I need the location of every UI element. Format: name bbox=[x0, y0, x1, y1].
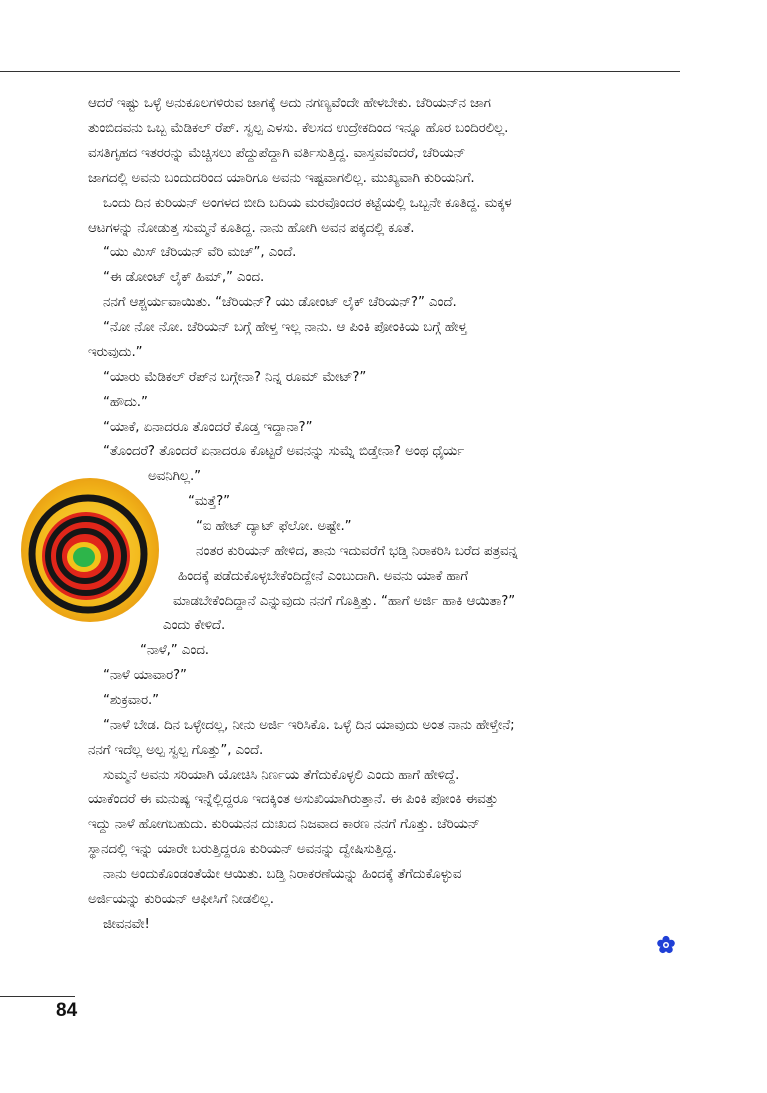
text-line: “ಶುಕ್ರವಾರ.” bbox=[103, 693, 160, 708]
text-line: ಇರುವುದು.” bbox=[88, 345, 143, 360]
text-line: ಒಂದು ದಿನ ಕುರಿಯನ್ ಅಂಗಳದ ಬೀದಿ ಬದಿಯ ಮರವೊಂದರ ಕಟ್ಟೆಯಲ್ಲಿ ಒಬ್ಬನೇ ಕೂತಿದ್ದ. ಮಕ್ಕಳ bbox=[103, 196, 512, 211]
text-line: “ತೊಂದರೆ? ತೊಂದರೆ ಏನಾದರೂ ಕೊಟ್ಟರೆ ಅವನನ್ನು ಸುಮ್ನೆ ಬಿಡ್ತೇನಾ? ಅಂಥ ಧೈರ್ಯ bbox=[103, 444, 465, 459]
text-line: ಸ್ಥಾನದಲ್ಲಿ ಇನ್ನು ಯಾರೇ ಬರುತ್ತಿದ್ದರೂ ಕುರಿಯನ್ ಅವನನ್ನು ದ್ವೇಷಿಸುತ್ತಿದ್ದ. bbox=[88, 842, 397, 857]
text-line: ಇದ್ದು ನಾಳೆ ಹೋಗಬಹುದು. ಕುರಿಯನನ ದುಃಖದ ನಿಜವಾದ ಕಾರಣ ನನಗೆ ಗೊತ್ತು. ಚೆರಿಯನ್ bbox=[88, 817, 480, 832]
text-line: ಎಂದು ಕೇಳಿದೆ. bbox=[163, 618, 226, 633]
text-line: “ಹೌದು.” bbox=[103, 395, 148, 410]
bottom-rule bbox=[0, 996, 75, 997]
text-line: ಆದರೆ ಇಷ್ಟು ಒಳ್ಳೆ ಅನುಕೂಲಗಳಿರುವ ಜಾಗಕ್ಕೆ ಅದು ನಗಣ್ಯವೆಂದೇ ಹೇಳಬೇಕು. ಚೆರಿಯನ್‌ನ ಜಾಗ bbox=[88, 96, 491, 111]
text-line: “ಯಾಕೆ, ಏನಾದರೂ ತೊಂದರೆ ಕೊಡ್ತ ಇದ್ದಾನಾ?” bbox=[103, 420, 313, 435]
text-line: ಅರ್ಜಿಯನ್ನು ಕುರಿಯನ್ ಆಫೀಸಿಗೆ ನೀಡಲಿಲ್ಲ. bbox=[88, 892, 274, 907]
page-number: 84 bbox=[56, 1000, 78, 1021]
text-line: ವಸತಿಗೃಹದ ಇತರರನ್ನು ಮೆಚ್ಚಿಸಲು ಪೆದ್ದುಪೆದ್ದಾಗಿ ವರ್ತಿಸುತ್ತಿದ್ದ. ವಾಸ್ತವವೆಂದರೆ, ಚೆರಿಯನ್ bbox=[88, 146, 466, 161]
top-rule bbox=[0, 71, 680, 72]
text-line: “ನಾಳೆ ಬೇಡ. ದಿನ ಒಳ್ಳೇದಲ್ಲ, ನೀನು ಅರ್ಜಿ ಇರಿಸಿಕೊ. ಒಳ್ಳೆ ದಿನ ಯಾವುದು ಅಂತ ನಾನು ಹೇಳ್ತೇನೆ; bbox=[103, 718, 515, 733]
concentric-circles-illustration bbox=[18, 476, 160, 626]
text-line: ನಂತರ ಕುರಿಯನ್ ಹೇಳಿದ, ತಾನು ಇದುವರೆಗೆ ಭಡ್ತಿ ನಿರಾಕರಿಸಿ ಬರೆದ ಪತ್ರವನ್ನ bbox=[196, 544, 518, 559]
text-line: ಯಾಕೆಂದರೆ ಈ ಮನುಷ್ಯ ಇನ್ನೆಲ್ಲಿದ್ದರೂ ಇದಕ್ಕಿಂತ ಅಸುಖಿಯಾಗಿರುತ್ತಾನೆ. ಈ ಪಿಂಕಿ ಪೋಂಕಿ ಈವತ್ತು bbox=[88, 792, 499, 807]
text-line: “ಯು ಮಿಸ್ ಚೆರಿಯನ್ ವೆರಿ ಮಚ್”, ಎಂದೆ. bbox=[103, 245, 297, 260]
text-line: ಸುಮ್ಮನೆ ಅವನು ಸರಿಯಾಗಿ ಯೋಚಿಸಿ ನಿರ್ಣಯ ತೆಗೆದುಕೊಳ್ಳಲಿ ಎಂದು ಹಾಗೆ ಹೇಳಿದ್ದೆ. bbox=[103, 768, 460, 783]
blue-flower-icon bbox=[656, 935, 676, 955]
text-line: ನನಗೆ ಆಶ್ಚರ್ಯವಾಯಿತು. “ಚೆರಿಯನ್? ಯು ಡೋಂಟ್ ಲೈಕ್ ಚೆರಿಯನ್?” ಎಂದೆ. bbox=[103, 295, 457, 310]
text-line: ಮಾಡಬೇಕೆಂದಿದ್ದಾನೆ ಎನ್ನುವುದು ನನಗೆ ಗೊತ್ತಿತ್ತು. “ಹಾಗೆ ಅರ್ಜಿ ಹಾಕಿ ಆಯಿತಾ?” bbox=[173, 594, 516, 609]
text-line: “ಐ ಹೇಟ್ ದ್ಯಾಟ್ ಫೆಲೋ. ಅಷ್ಟೇ.” bbox=[196, 519, 352, 534]
text-line: ಅವನಿಗಿಲ್ಲ.” bbox=[148, 469, 201, 484]
text-line: ಜೀವನವೇ! bbox=[103, 917, 150, 932]
text-line: “ನಾಳೆ,” ಎಂದ. bbox=[140, 643, 209, 658]
text-line: “ಯಾರು ಮೆಡಿಕಲ್ ರೆಪ್‌ನ ಬಗ್ಗೇನಾ? ನಿನ್ನ ರೂಮ್ ಮೇಟ್?” bbox=[103, 370, 367, 385]
text-line: ಆಟಗಳನ್ನು ನೋಡುತ್ತ ಸುಮ್ಮನೆ ಕೂತಿದ್ದ. ನಾನು ಹೋಗಿ ಅವನ ಪಕ್ಕದಲ್ಲಿ ಕೂತೆ. bbox=[88, 221, 415, 236]
text-line: “ನಾಳೆ ಯಾವಾರ?” bbox=[103, 668, 187, 683]
text-line: ನನಗೆ ಇದೆಲ್ಲ ಅಲ್ಪ ಸ್ವಲ್ಪ ಗೊತ್ತು”, ಎಂದೆ. bbox=[88, 743, 264, 758]
text-line: “ಮತ್ತೆ?” bbox=[188, 494, 230, 509]
text-line: ತುಂಬಿದವನು ಒಬ್ಬ ಮೆಡಿಕಲ್ ರೆಪ್. ಸ್ವಲ್ಪ ಎಳಸು. ಕೆಲಸದ ಉದ್ರೇಕದಿಂದ ಇನ್ನೂ ಹೊರ ಬಂದಿರಲಿಲ್ಲ. bbox=[88, 121, 509, 136]
text-line: “ನೋ ನೋ ನೋ. ಚೆರಿಯನ್ ಬಗ್ಗೆ ಹೇಳ್ತ ಇಲ್ಲ ನಾನು. ಆ ಪಿಂಕಿ ಪೋಂಕಿಯ ಬಗ್ಗೆ ಹೇಳ್ತ bbox=[103, 320, 467, 335]
text-line: ಜಾಗದಲ್ಲಿ ಅವನು ಬಂದುದರಿಂದ ಯಾರಿಗೂ ಅವನು ಇಷ್ಟವಾಗಲಿಲ್ಲ. ಮುಖ್ಯವಾಗಿ ಕುರಿಯನಿಗೆ. bbox=[88, 171, 475, 186]
text-line: ಹಿಂದಕ್ಕೆ ಪಡೆದುಕೊಳ್ಳಬೇಕೆಂದಿದ್ದೇನೆ ಎಂಬುದಾಗಿ. ಅವನು ಯಾಕೆ ಹಾಗೆ bbox=[178, 569, 468, 584]
text-line: “ಈ ಡೋಂಟ್ ಲೈಕ್ ಹಿಮ್,” ಎಂದ. bbox=[103, 270, 265, 285]
text-line: ನಾನು ಅಂದುಕೊಂಡಂತೆಯೇ ಆಯಿತು. ಬಡ್ತಿ ನಿರಾಕರಣೆಯನ್ನು ಹಿಂದಕ್ಕೆ ತೆಗೆದುಕೊಳ್ಳುವ bbox=[103, 867, 462, 882]
